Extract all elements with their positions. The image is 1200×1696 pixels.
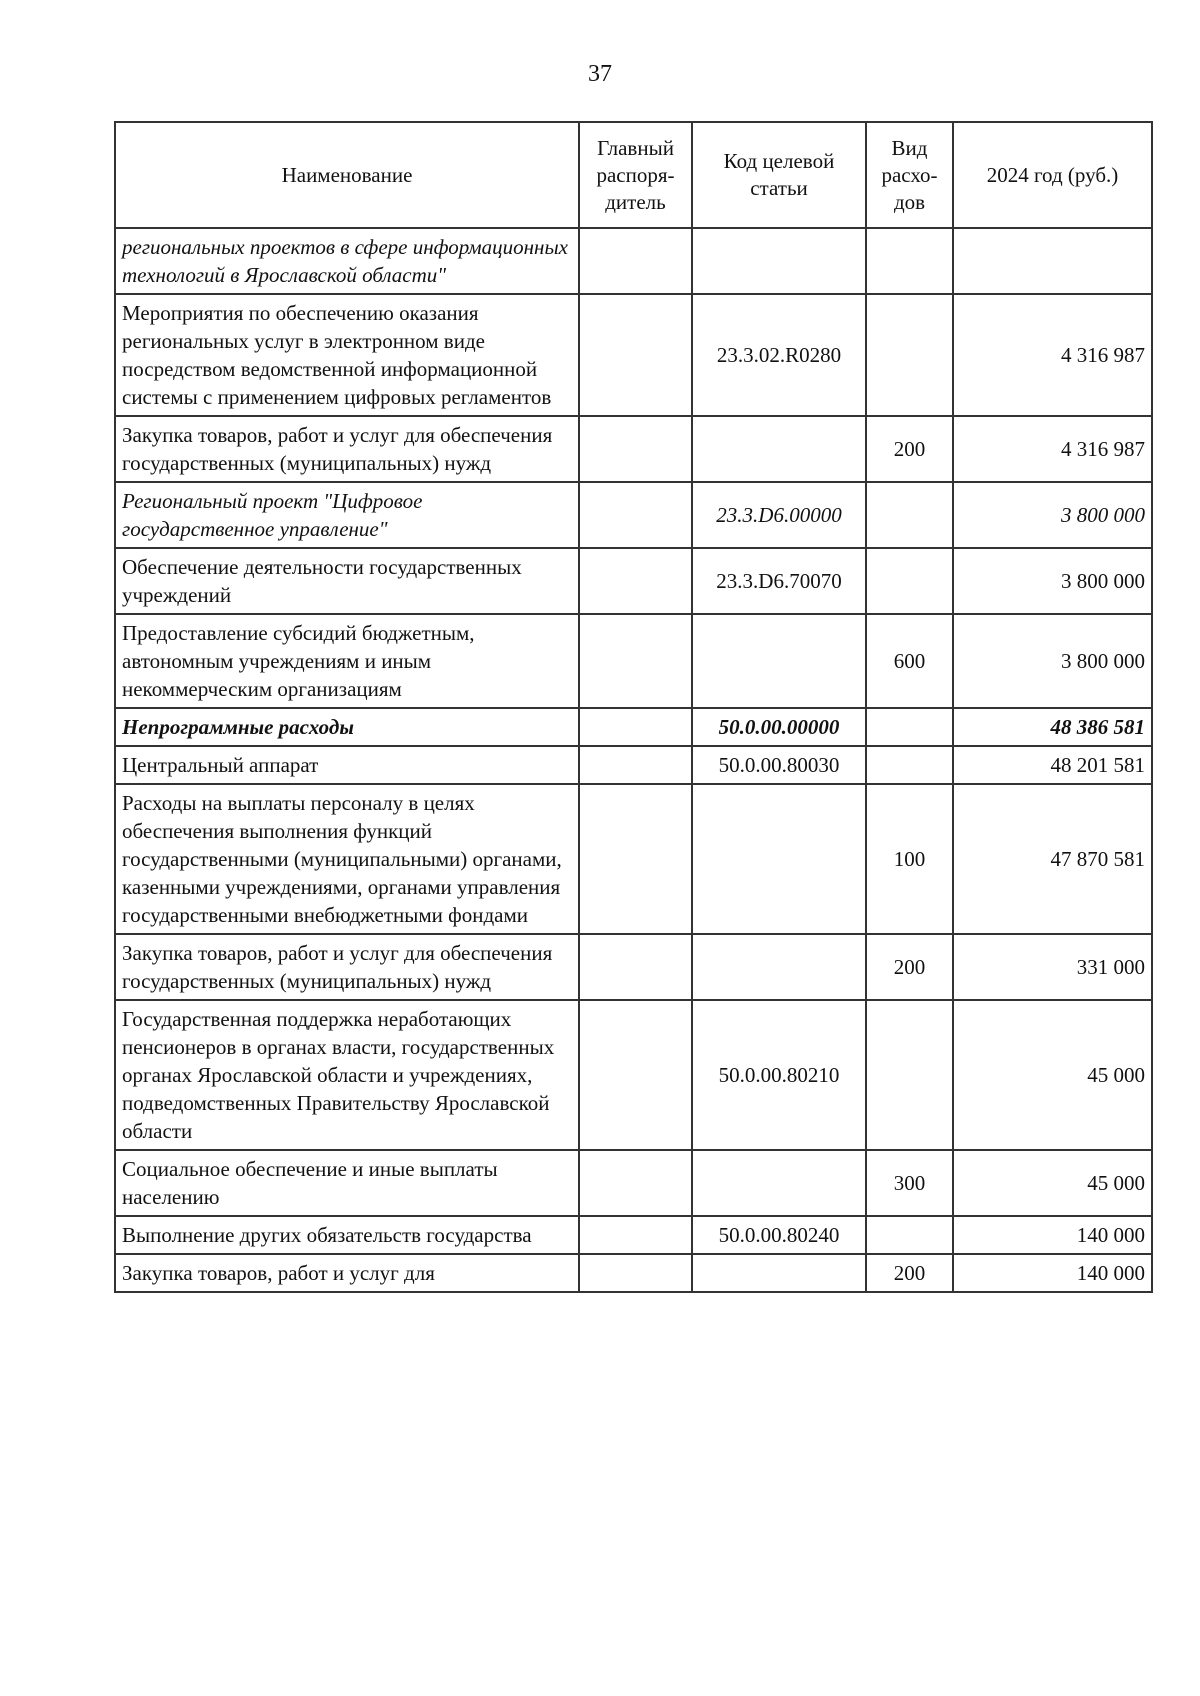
cell-expense-type: 100 — [866, 784, 953, 934]
cell-expense-type — [866, 708, 953, 746]
cell-amount: 331 000 — [953, 934, 1152, 1000]
cell-amount — [953, 228, 1152, 294]
cell-expense-type — [866, 228, 953, 294]
cell-main-manager — [579, 708, 692, 746]
cell-expense-type: 300 — [866, 1150, 953, 1216]
cell-target-code — [692, 784, 866, 934]
cell-name: Выполнение других обязательств государства — [115, 1216, 579, 1254]
table-row — [115, 228, 1152, 294]
table-row — [115, 746, 1152, 784]
cell-expense-type — [866, 746, 953, 784]
cell-name: Региональный проект "Цифровое государственное управление" — [115, 482, 579, 548]
cell-main-manager — [579, 1254, 692, 1292]
cell-target-code — [692, 1254, 866, 1292]
cell-expense-type — [866, 482, 953, 548]
cell-name: Государственная поддержка неработающих пенсионеров в органах власти, государственных органах Ярославской области и учреждениях, подведомственных Правительству Ярославской области — [115, 1000, 579, 1150]
header-target-code: Код целевой статьи — [692, 122, 866, 228]
cell-main-manager — [579, 1000, 692, 1150]
cell-target-code: 50.0.00.80030 — [692, 746, 866, 784]
cell-main-manager — [579, 548, 692, 614]
page-number: 37 — [588, 61, 612, 87]
cell-expense-type: 600 — [866, 614, 953, 708]
cell-expense-type — [866, 1216, 953, 1254]
table-row — [115, 1254, 1152, 1292]
table-header-row — [115, 122, 1152, 228]
cell-target-code — [692, 1150, 866, 1216]
cell-main-manager — [579, 1150, 692, 1216]
cell-amount: 4 316 987 — [953, 416, 1152, 482]
cell-expense-type — [866, 1000, 953, 1150]
cell-name: Непрограммные расходы — [115, 708, 579, 746]
cell-name: Предоставление субсидий бюджетным, автономным учреждениям и иным некоммерческим организациям — [115, 614, 579, 708]
table-row — [115, 1216, 1152, 1254]
cell-name: Закупка товаров, работ и услуг для обеспечения государственных (муниципальных) нужд — [115, 934, 579, 1000]
cell-name: Закупка товаров, работ и услуг для обеспечения государственных (муниципальных) нужд — [115, 416, 579, 482]
cell-expense-type — [866, 548, 953, 614]
header-expense-type: Вид расхо-дов — [866, 122, 953, 228]
cell-name: Социальное обеспечение и иные выплаты населению — [115, 1150, 579, 1216]
cell-main-manager — [579, 482, 692, 548]
cell-target-code: 50.0.00.00000 — [692, 708, 866, 746]
table-row — [115, 416, 1152, 482]
cell-main-manager — [579, 416, 692, 482]
cell-amount: 47 870 581 — [953, 784, 1152, 934]
cell-target-code — [692, 934, 866, 1000]
cell-amount: 48 201 581 — [953, 746, 1152, 784]
cell-main-manager — [579, 746, 692, 784]
cell-main-manager — [579, 1216, 692, 1254]
cell-amount: 140 000 — [953, 1216, 1152, 1254]
table-row — [115, 934, 1152, 1000]
table-row — [115, 784, 1152, 934]
cell-target-code — [692, 614, 866, 708]
cell-name: региональных проектов в сфере информационных технологий в Ярославской области" — [115, 228, 579, 294]
cell-name: Мероприятия по обеспечению оказания региональных услуг в электронном виде посредством ведомственной информационной системы с применением цифровых регламентов — [115, 294, 579, 416]
cell-expense-type: 200 — [866, 934, 953, 1000]
table-row — [115, 294, 1152, 416]
cell-amount: 3 800 000 — [953, 548, 1152, 614]
cell-name: Расходы на выплаты персоналу в целях обеспечения выполнения функций государственными (муниципальными) органами, казенными учреждениями, органами управления государственными внебюджетными фондами — [115, 784, 579, 934]
cell-amount: 4 316 987 — [953, 294, 1152, 416]
cell-target-code: 23.3.D6.00000 — [692, 482, 866, 548]
cell-amount: 3 800 000 — [953, 482, 1152, 548]
cell-expense-type: 200 — [866, 416, 953, 482]
cell-amount: 3 800 000 — [953, 614, 1152, 708]
cell-target-code: 23.3.D6.70070 — [692, 548, 866, 614]
table-row — [115, 482, 1152, 548]
cell-main-manager — [579, 228, 692, 294]
cell-target-code: 23.3.02.R0280 — [692, 294, 866, 416]
cell-amount: 140 000 — [953, 1254, 1152, 1292]
table-row — [115, 1150, 1152, 1216]
cell-expense-type: 200 — [866, 1254, 953, 1292]
cell-amount: 45 000 — [953, 1150, 1152, 1216]
table-row — [115, 614, 1152, 708]
cell-name: Центральный аппарат — [115, 746, 579, 784]
cell-expense-type — [866, 294, 953, 416]
header-amount: 2024 год (руб.) — [953, 122, 1152, 228]
cell-amount: 48 386 581 — [953, 708, 1152, 746]
table-row — [115, 1000, 1152, 1150]
cell-main-manager — [579, 934, 692, 1000]
cell-name: Закупка товаров, работ и услуг для — [115, 1254, 579, 1292]
table-row — [115, 708, 1152, 746]
cell-main-manager — [579, 784, 692, 934]
table-row — [115, 548, 1152, 614]
cell-target-code — [692, 416, 866, 482]
table-body — [115, 228, 1152, 1292]
cell-amount: 45 000 — [953, 1000, 1152, 1150]
header-main-manager: Главный распоря-дитель — [579, 122, 692, 228]
cell-main-manager — [579, 294, 692, 416]
cell-main-manager — [579, 614, 692, 708]
budget-table — [114, 121, 1153, 1293]
cell-target-code — [692, 228, 866, 294]
cell-name: Обеспечение деятельности государственных учреждений — [115, 548, 579, 614]
header-name: Наименование — [115, 122, 579, 228]
cell-target-code: 50.0.00.80210 — [692, 1000, 866, 1150]
cell-target-code: 50.0.00.80240 — [692, 1216, 866, 1254]
